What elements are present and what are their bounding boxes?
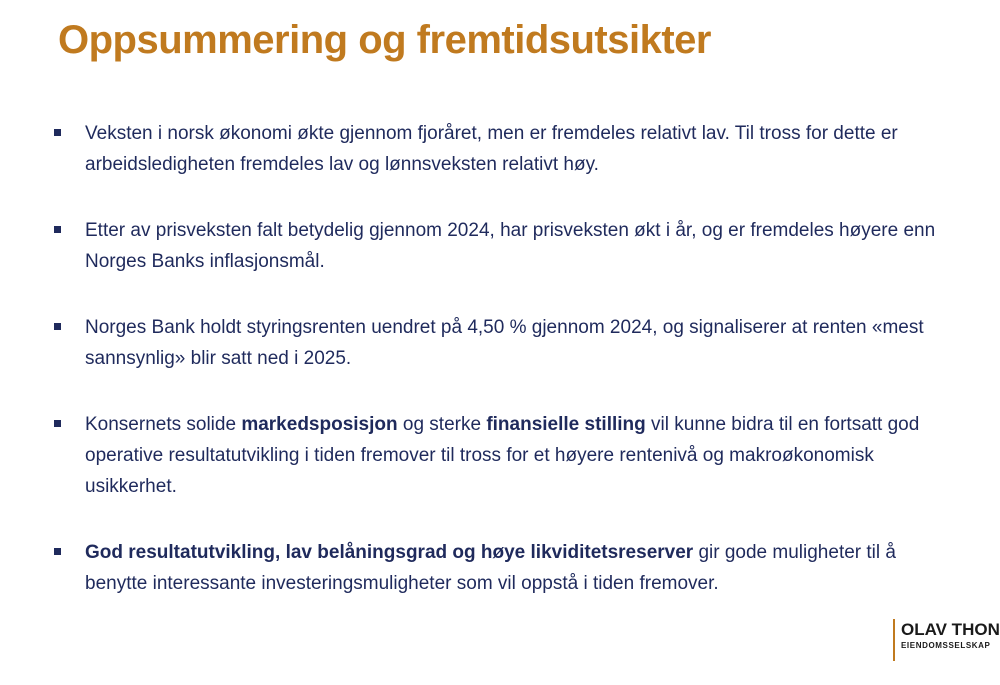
logo-subtitle: EIENDOMSSELSKAP <box>901 641 991 650</box>
bullet-bold-text: finansielle stilling <box>486 414 646 435</box>
logo-name: OLAV THON <box>901 620 1000 639</box>
bullet-item-market-position <box>54 409 954 502</box>
bullet-bold-text: God resultatutvikling, lav belåningsgrad og høye likviditetsreserver <box>85 542 694 563</box>
bullet-text-part: gir gode muligheter til å benytte interessante investeringsmuligheter som vil oppstå i tiden fremover. <box>85 542 896 594</box>
square-bullet-icon <box>54 226 61 233</box>
slide-title: Oppsummering og fremtidsutsikter <box>58 18 711 62</box>
bullet-text-part: og sterke <box>397 414 487 435</box>
bullet-item-inflation <box>54 215 954 277</box>
bullet-bold-text: markedsposisjon <box>241 414 398 435</box>
bullet-item-outlook <box>54 537 954 599</box>
summary-bullet-list <box>54 118 954 599</box>
square-bullet-icon <box>54 420 61 427</box>
bullet-text: Veksten i norsk økonomi økte gjennom fjoråret, men er fremdeles relativt lav. Til tross for dette er arbeidsledigheten fremdeles lav og lønnsveksten relativt høy. <box>85 123 898 175</box>
bullet-item-economy <box>54 118 954 180</box>
square-bullet-icon <box>54 323 61 330</box>
bullet-item-policy-rate <box>54 312 954 374</box>
square-bullet-icon <box>54 548 61 555</box>
bullet-text-part: Konsernets solide <box>85 414 242 435</box>
square-bullet-icon <box>54 129 61 136</box>
olav-thon-logo <box>893 619 1000 661</box>
bullet-text-part: vil kunne bidra til en fortsatt god operative resultatutvikling i tiden fremover til tross for et høyere rentenivå og makroøkonomisk usikkerhet. <box>85 414 920 497</box>
bullet-text: Norges Bank holdt styringsrenten uendret på 4,50 % gjennom 2024, og signaliserer at renten «mest sannsynlig» blir satt ned i 2025. <box>85 317 924 369</box>
bullet-text: Etter av prisveksten falt betydelig gjennom 2024, har prisveksten økt i år, og er fremdeles høyere enn Norges Banks inflasjonsmål. <box>85 220 936 272</box>
